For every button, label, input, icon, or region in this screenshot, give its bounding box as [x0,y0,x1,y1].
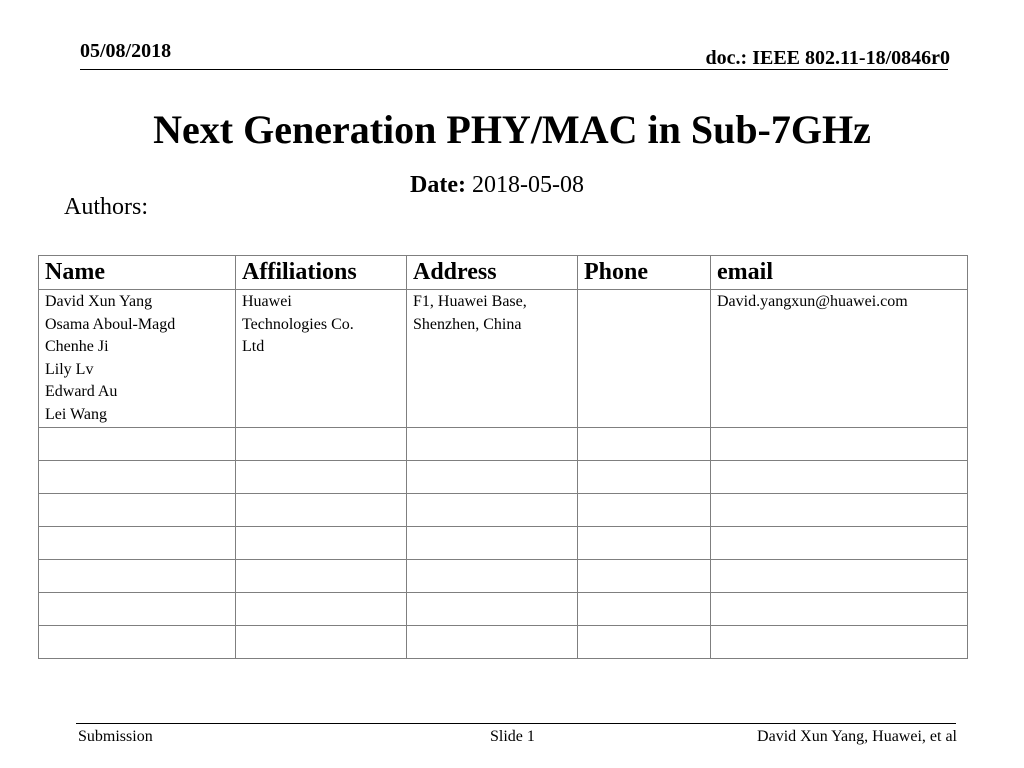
header-email: email [711,256,968,290]
table-row [39,494,968,527]
table-header-row [39,256,968,290]
empty-cell [236,626,407,659]
empty-cell [39,494,236,527]
author-name: Lily Lv [45,360,94,378]
empty-cell [711,428,968,461]
table-row [39,461,968,494]
author-name: Edward Au [45,383,118,400]
slide-title: Next Generation PHY/MAC in Sub-7GHz [153,107,871,152]
empty-cell [578,560,711,593]
header-date: 05/08/2018 [80,40,172,62]
table-row [39,626,968,659]
date-label: Date: [410,172,466,198]
table-row [39,560,968,593]
empty-cell [578,461,711,494]
empty-cell [39,593,236,626]
empty-cell [711,461,968,494]
empty-cell [578,527,711,560]
empty-cell [407,461,578,494]
affiliation-line: Huawei [242,293,292,310]
cell-address [407,290,578,428]
address-line: Shenzhen, China [413,315,522,333]
empty-cell [39,428,236,461]
empty-cell [39,527,236,560]
empty-cell [236,461,407,494]
table-row [39,428,968,461]
date-line [410,172,584,199]
empty-cell [236,560,407,593]
header-doc-id: doc.: IEEE 802.11-18/0846r0 [705,47,950,69]
empty-cell [407,560,578,593]
header-divider [80,69,948,70]
cell-phone [578,290,711,428]
table-row [39,593,968,626]
empty-cell [407,527,578,560]
footer-slide-number: Slide 1 [490,728,535,745]
header-address: Address [407,256,578,290]
empty-cell [711,560,968,593]
empty-cell [39,626,236,659]
empty-cell [236,494,407,527]
empty-cell [711,626,968,659]
author-name: Osama Aboul-Magd [45,315,176,333]
empty-cell [711,494,968,527]
table-row [39,290,968,428]
empty-cell [578,428,711,461]
empty-cell [407,593,578,626]
empty-cell [236,428,407,461]
table-row [39,527,968,560]
footer-author: David Xun Yang, Huawei, et al [757,728,957,745]
empty-cell [407,494,578,527]
empty-cell [711,527,968,560]
authors-table [38,255,968,659]
footer-submission: Submission [78,728,153,745]
header-name: Name [39,256,236,290]
empty-cell [39,560,236,593]
header-affiliations: Affiliations [236,256,407,290]
empty-cell [407,428,578,461]
cell-email: David.yangxun@huawei.com [711,290,968,428]
address-line: F1, Huawei Base, [413,293,527,310]
empty-cell [407,626,578,659]
footer-divider [76,723,956,724]
empty-cell [236,593,407,626]
empty-cell [578,494,711,527]
author-name: Lei Wang [45,405,107,423]
empty-cell [39,461,236,494]
cell-names [39,290,236,428]
author-name: David Xun Yang [45,293,153,310]
empty-cell [236,527,407,560]
header-phone: Phone [578,256,711,290]
cell-affiliation [236,290,407,428]
empty-cell [578,626,711,659]
empty-cell [578,593,711,626]
affiliation-line: Technologies Co. [242,315,354,333]
authors-label: Authors: [64,194,148,220]
date-value: 2018-05-08 [471,172,584,198]
author-name: Chenhe Ji [45,338,109,355]
empty-cell [711,593,968,626]
affiliation-line: Ltd [242,338,265,355]
